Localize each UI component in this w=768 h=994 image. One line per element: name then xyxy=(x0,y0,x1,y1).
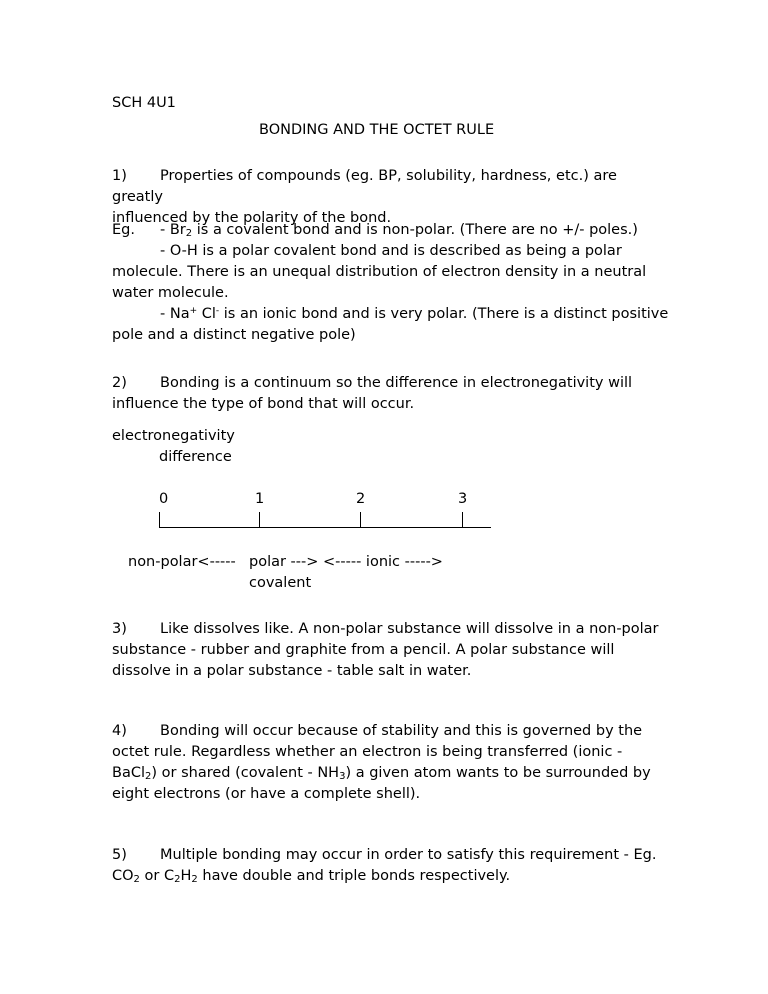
course-code: SCH 4U1 xyxy=(112,95,176,111)
scale-label: electronegativity xyxy=(112,428,235,444)
text-line: molecule. There is an unequal distribution of electron density in a neutral xyxy=(112,264,647,280)
text-segment: is an ionic bond and is very polar. (There is a distinct positive xyxy=(219,306,669,322)
item-number: 3) xyxy=(112,621,127,637)
text-line: Multiple bonding may occur in order to satisfy this requirement - Eg. xyxy=(160,847,657,863)
text-segment: is a covalent bond and is non-polar. (There are no +/- poles.) xyxy=(192,222,638,238)
text-line: - O-H is a polar covalent bond and is described as being a polar xyxy=(160,243,622,259)
text-line: pole and a distinct negative pole) xyxy=(112,327,356,343)
text-line: Bonding will occur because of stability and this is governed by the xyxy=(160,723,643,739)
subscript: 3 xyxy=(339,771,346,782)
scale-polar-ionic-label: polar ---> <----- ionic -----> xyxy=(249,554,443,570)
scale-tick xyxy=(462,512,463,528)
text-segment: CO xyxy=(112,868,134,884)
scale-tick-label: 2 xyxy=(356,491,366,507)
subscript: 2 xyxy=(185,228,193,239)
text-segment: ) a given atom wants to be surrounded by xyxy=(345,765,651,781)
text-segment: - Na xyxy=(160,306,190,322)
text-line: dissolve in a polar substance - table salt in water. xyxy=(112,663,472,679)
superscript: + xyxy=(189,306,198,316)
text-line: Properties of compounds (eg. BP, solubility, hardness, etc.) are greatly xyxy=(112,168,617,205)
text-line: substance - rubber and graphite from a pencil. A polar substance will xyxy=(112,642,615,658)
item-number: 5) xyxy=(112,847,127,863)
subscript: 2 xyxy=(174,874,181,885)
scale-label: difference xyxy=(159,449,232,465)
scale-baseline xyxy=(160,527,491,528)
item-number: 2) xyxy=(112,375,127,391)
text-line: Like dissolves like. A non-polar substance will dissolve in a non-polar xyxy=(160,621,659,637)
scale-tick-label: 0 xyxy=(159,491,169,507)
text-line: Bonding is a continuum so the difference in electronegativity will xyxy=(160,375,633,391)
scale-nonpolar-label: non-polar<----- xyxy=(128,554,236,570)
examples-block xyxy=(112,220,672,346)
text-line: octet rule. Regardless whether an electron is being transferred (ionic - xyxy=(112,744,623,760)
scale-tick xyxy=(360,512,361,528)
text-segment: or C xyxy=(139,868,175,884)
example-lead: Eg. xyxy=(112,222,135,238)
superscript: - xyxy=(215,306,220,316)
scale-tick xyxy=(159,512,160,528)
scale-line xyxy=(159,512,491,528)
text-line: eight electrons (or have a complete shell). xyxy=(112,786,421,802)
paragraph-5 xyxy=(112,845,672,887)
text-segment: have double and triple bonds respectively. xyxy=(197,868,511,884)
paragraph-4 xyxy=(112,721,672,805)
text-segment: - Br xyxy=(160,222,186,238)
text-segment: H xyxy=(180,868,192,884)
scale-tick-label: 3 xyxy=(458,491,468,507)
scale-tick xyxy=(259,512,260,528)
scale-tick-label: 1 xyxy=(255,491,265,507)
paragraph-2 xyxy=(112,373,672,415)
subscript: 2 xyxy=(191,874,198,885)
subscript: 2 xyxy=(145,771,152,782)
text-segment: ) or shared (covalent - NH xyxy=(151,765,340,781)
text-segment: BaCl xyxy=(112,765,145,781)
text-line: influence the type of bond that will occur. xyxy=(112,396,415,412)
subscript: 2 xyxy=(133,874,140,885)
text-segment: Cl xyxy=(197,306,216,322)
paragraph-3 xyxy=(112,619,672,682)
text-line: water molecule. xyxy=(112,285,229,301)
page-title: BONDING AND THE OCTET RULE xyxy=(259,122,495,138)
item-number: 4) xyxy=(112,723,127,739)
text-line: influenced by the polarity of the bond. xyxy=(112,210,392,226)
scale-covalent-label: covalent xyxy=(249,575,312,591)
item-number: 1) xyxy=(112,168,127,184)
